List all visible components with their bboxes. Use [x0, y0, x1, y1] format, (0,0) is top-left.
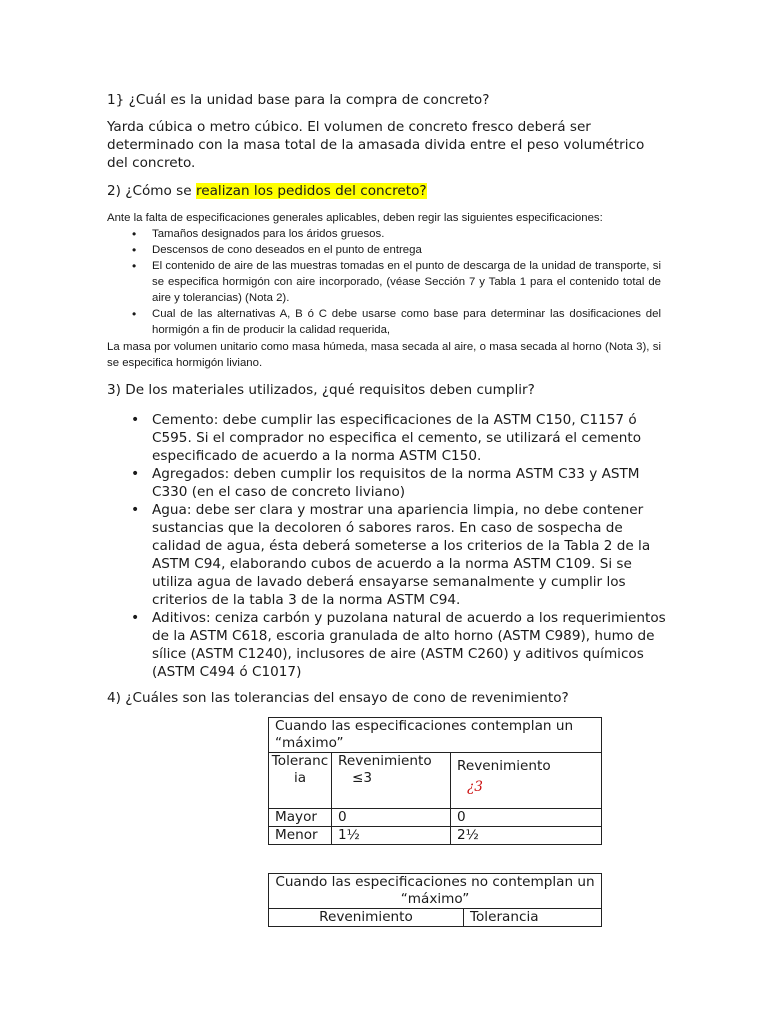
table1-col-tolerance: Toleranc ia	[269, 753, 332, 809]
q2-list	[107, 226, 661, 338]
slump-table-maximum	[268, 717, 602, 845]
table1-col3-label: Revenimiento	[457, 758, 551, 774]
table1-header: Cuando las especificaciones contemplan un “máximo”	[269, 718, 602, 753]
question-3: 3) De los materiales utilizados, ¿qué requisitos deben cumplir?	[107, 382, 535, 398]
list-item: • Cemento: debe cumplir las especificaciones de la ASTM C150, C1157 ó C595. Si el comprador no especifica el cemento, se utilizará el cemento especificado de acuerdo a la norma ASTM C150.	[107, 411, 667, 465]
list-item: • Agua: debe ser clara y mostrar una apariencia limpia, no debe contener sustancias que la decoloren ó sabores raros. En caso de sospecha de calidad de agua, ésta deberá someterse a los criterios de la Tabla 2 de la ASTM C94, elaborando cubos de acuerdo a la norma ASTM C109. Si se utiliza agua de lavado deberá ensayarse semanalmente y cumplir los criterios de la tabla 3 de la norma ASTM C94.	[107, 501, 667, 609]
table1-cell: 0	[451, 809, 602, 827]
answer-1: Yarda cúbica o metro cúbico. El volumen de concreto fresco deberá ser determinado con la masa total de la amasada divida entre el peso volumétrico del concreto.	[107, 119, 645, 171]
question-2-highlight: realizan los pedidos del concreto?	[195, 183, 427, 199]
question-2	[107, 182, 667, 200]
table2-col-tolerance: Tolerancia	[464, 909, 602, 927]
table1-row-label: Menor	[269, 827, 332, 845]
q2-closing: La masa por volumen unitario como masa húmeda, masa secada al aire, o masa secada al horno (Nota 3), si se especifica hormigón liviano.	[107, 341, 661, 369]
table1-cell: 1½	[332, 827, 451, 845]
list-item: • Descensos de cono deseados en el punto de entrega	[107, 242, 661, 258]
list-item: • El contenido de aire de las muestras tomadas en el punto de descarga de la unidad de transporte, si se especifica hormigón con aire incorporado, (véase Sección 7 y Tabla 1 para el contenido total de aire y tolerancias) (Nota 2).	[107, 258, 661, 306]
list-item: • Agregados: deben cumplir los requisitos de la norma ASTM C33 y ASTM C330 (en el caso de concreto liviano)	[107, 465, 667, 501]
table1-col-slump-le	[332, 753, 451, 809]
list-item: • Tamaños designados para los áridos gruesos.	[107, 226, 661, 242]
slump-table-no-maximum	[268, 873, 602, 927]
table1-col-slump-gt	[451, 753, 602, 809]
table1-cell: 2½	[451, 827, 602, 845]
question-2-prefix: 2) ¿Cómo se	[107, 183, 196, 199]
table1-row-label: Mayor	[269, 809, 332, 827]
question-1: 1} ¿Cuál es la unidad base para la compra de concreto?	[107, 92, 490, 108]
table1-col2-label: Revenimiento	[338, 753, 432, 769]
gt3-symbol: ¿3	[467, 779, 483, 795]
list-item: • Cual de las alternativas A, B ó C debe usarse como base para determinar las dosificaciones del hormigón a fin de producir la calidad requerida,	[107, 306, 661, 338]
table2-header: Cuando las especificaciones no contemplan un “máximo”	[269, 874, 602, 909]
q2-intro: Ante la falta de especificaciones generales aplicables, deben regir las siguientes especificaciones:	[107, 212, 603, 224]
q3-list	[107, 411, 667, 681]
table1-cell: 0	[332, 809, 451, 827]
question-4: 4) ¿Cuáles son las tolerancias del ensayo de cono de revenimiento?	[107, 690, 569, 706]
list-item: • Aditivos: ceniza carbón y puzolana natural de acuerdo a los requerimientos de la ASTM C618, escoria granulada de alto horno (ASTM C989), humo de sílice (ASTM C1240), inclusores de aire (ASTM C260) y aditivos químicos (ASTM C494 ó C1017)	[107, 609, 667, 681]
le3-symbol: ≤3	[352, 770, 373, 786]
table2-col-slump: Revenimiento	[269, 909, 464, 927]
